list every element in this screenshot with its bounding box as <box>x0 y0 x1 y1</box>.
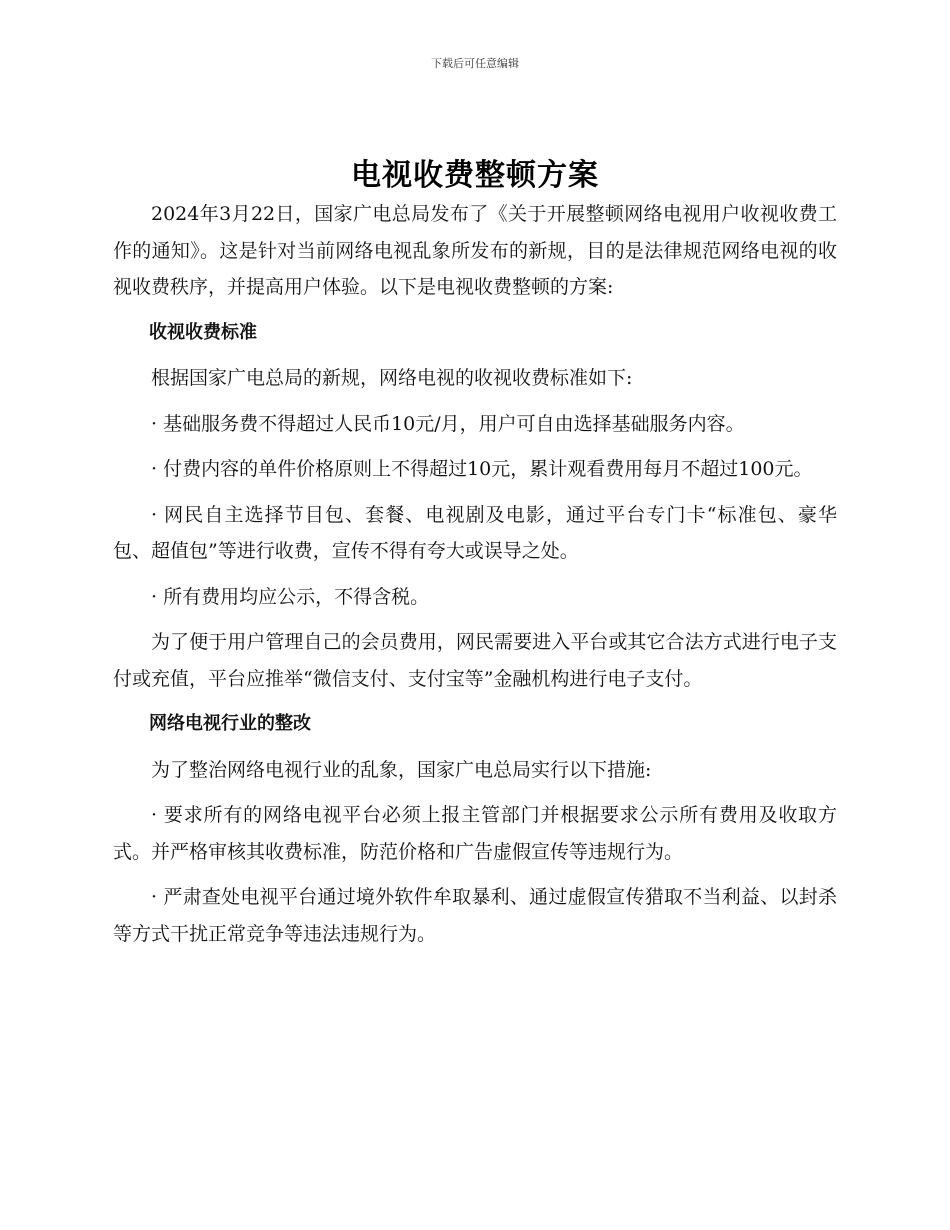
intro-paragraph: 2024年3月22日，国家广电总局发布了《关于开展整顿网络电视用户收视收费工作的通知》。这是针对当前网络电视乱象所发布的新规，目的是法律规范网络电视的收视收费秩序，并提高用户体验。以下是电视收费整顿的方案: <box>113 203 837 298</box>
document-body <box>113 196 837 952</box>
paragraph: 为了便于用户管理自己的会员费用，网民需要进入平台或其它合法方式进行电子支付或充值，平台应推举“微信支付、支付宝等”金融机构进行电子支付。 <box>113 631 837 690</box>
section-heading-rectification: 网络电视行业的整改 <box>149 713 311 734</box>
bullet-item: · 付费内容的单件价格原则上不得超过10元，累计观看费用每月不超过100元。 <box>151 458 813 480</box>
bullet-item: · 基础服务费不得超过人民币10元/月，用户可自由选择基础服务内容。 <box>151 412 745 435</box>
header-note: 下载后可任意编辑 <box>431 57 519 70</box>
document-title: 电视收费整顿方案 <box>351 158 599 193</box>
bullet-item: · 网民自主选择节目包、套餐、电视剧及电影，通过平台专门卡“标准包、豪华包、超值包”等进行收费，宣传不得有夸大或误导之处。 <box>113 503 837 562</box>
bullet-item: · 严肃查处电视平台通过境外软件牟取暴利、通过虚假宣传猎取不当利益、以封杀等方式干扰正常竞争等违法违规行为。 <box>113 886 837 945</box>
paragraph: 根据国家广电总局的新规，网络电视的收视收费标准如下: <box>151 367 633 389</box>
bullet-item: · 所有费用均应公示，不得含税。 <box>151 585 430 608</box>
section-heading-fee-standard: 收视收费标准 <box>149 321 257 343</box>
bullet-item: · 要求所有的网络电视平台必须上报主管部门并根据要求公示所有费用及收取方式。并严格审核其收费标准，防范价格和广告虚假宣传等违规行为。 <box>113 804 837 863</box>
paragraph: 为了整治网络电视行业的乱象，国家广电总局实行以下措施: <box>151 758 652 781</box>
